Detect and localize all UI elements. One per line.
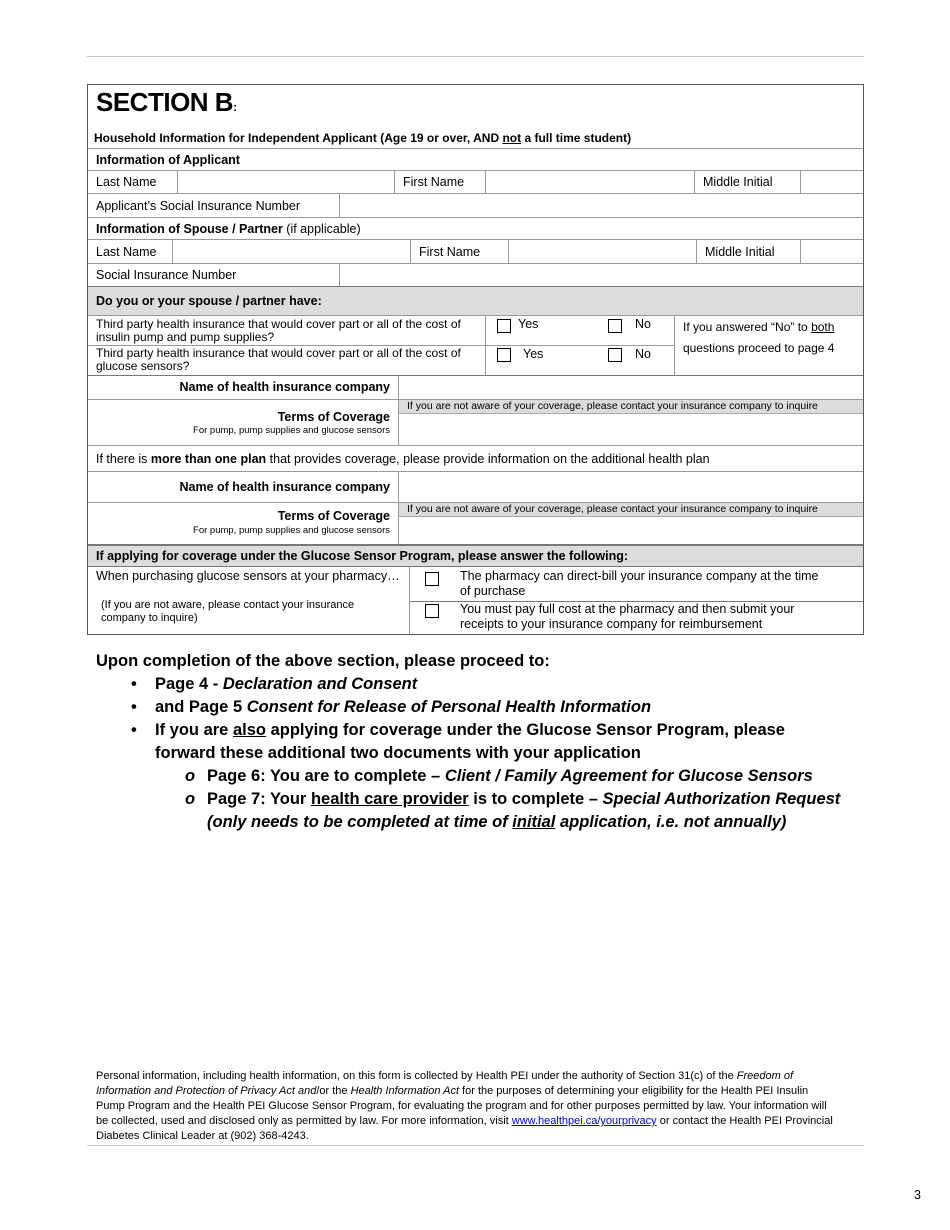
q2-text: Third party health insurance that would cover part or all of the cost of glucose sensors? — [96, 346, 461, 373]
applicant-header-row — [88, 148, 863, 170]
applicant-middle-initial-label: Middle Initial — [703, 175, 773, 189]
sub2-line2 — [207, 813, 786, 831]
multi-plan-pre: If there is — [96, 451, 151, 466]
sub2-mid: is to complete – — [468, 790, 603, 808]
sensor-header: If applying for coverage under the Glucose Sensor Program, please answer the following: — [96, 549, 629, 563]
subtitle-pre: Household Information for Independent Applicant (Age 19 or over, AND — [94, 131, 503, 145]
footer-p3: for the purposes of determining your eligibility for the Health PEI Insulin Pump Program and the Health PEI Glucose Sensor Program, for evaluating the program and for other purposes permitted by law. Your information will be collected, used and disclosed only as permitted by law. For more information, visit — [96, 1085, 827, 1127]
applicant-middle-initial-field[interactable] — [801, 171, 863, 193]
q1-row — [88, 316, 674, 346]
spouse-header-note: (if applicable) — [282, 221, 361, 236]
q1-text: Third party health insurance that would cover part or all of the cost of insulin pump and pump supplies? — [96, 317, 461, 344]
q1-no-label: No — [635, 317, 651, 331]
applicant-header: Information of Applicant — [96, 152, 240, 167]
item3-pre: If you are — [155, 721, 233, 739]
insurer1-terms-sub: For pump, pump supplies and glucose sensors — [193, 425, 390, 436]
sensor-option1 — [410, 567, 863, 602]
insurer1-terms-label: Terms of Coverage — [277, 410, 390, 424]
section-b-form — [87, 84, 864, 635]
sub2-line2-post: application, i.e. not annually) — [555, 813, 787, 831]
insurer1-terms-field[interactable] — [399, 400, 863, 445]
list-item — [131, 719, 845, 765]
footer-p4: or contact the Health PEI Provincial Diabetes Clinical Leader at (902) 368-4243. — [96, 1115, 833, 1142]
insurer2-terms-row — [88, 502, 863, 544]
section-subtitle — [94, 131, 631, 145]
sub1-pre: Page 6: You are to complete – — [207, 767, 445, 785]
item1-pre: Page 4 - — [155, 675, 223, 693]
insurer1-name-row — [88, 375, 863, 399]
divider — [674, 316, 675, 375]
q2-no-label: No — [635, 347, 651, 361]
spouse-middle-initial-label: Middle Initial — [705, 244, 775, 259]
bullet-icon: • — [131, 721, 137, 739]
q1-yes-label: Yes — [518, 317, 539, 331]
spouse-middle-initial-field[interactable] — [801, 240, 863, 263]
sensor-option2-checkbox[interactable] — [425, 604, 439, 618]
sub1-italic: Client / Family Agreement for Glucose Sensors — [444, 767, 813, 785]
sub2-italic: Special Authorization Request — [602, 790, 841, 808]
item3-post: applying for coverage under the Glucose Sensor Program, please forward these additional two documents with your application — [155, 721, 785, 762]
sensor-question-note: (If you are not aware, please contact your insurance company to inquire) — [101, 599, 355, 624]
sub-bullet-icon: o — [185, 790, 196, 808]
spouse-sin-field[interactable] — [340, 264, 863, 286]
section-title-text: SECTION B — [96, 87, 234, 117]
q2-no-checkbox[interactable] — [608, 348, 622, 362]
spouse-header-bold: Information of Spouse / Partner — [96, 221, 283, 236]
privacy-link[interactable]: www.healthpei.ca/yourprivacy — [511, 1115, 657, 1127]
spouse-header-row — [88, 217, 863, 239]
sensor-question-block — [88, 566, 863, 634]
footer-italic2: Health Information Act — [350, 1085, 459, 1097]
privacy-footer — [96, 1069, 836, 1144]
insurer1-name-field[interactable] — [399, 376, 863, 399]
spouse-name-row — [88, 239, 863, 263]
insurer2-terms-label: Terms of Coverage — [277, 509, 390, 523]
page-number: 3 — [914, 1188, 921, 1202]
sub2-line2-underline: initial — [512, 813, 556, 831]
spouse-first-name-label: First Name — [419, 244, 481, 259]
sensor-question: When purchasing glucose sensors at your pharmacy… — [96, 569, 400, 583]
item2-italic: Consent for Release of Personal Health Information — [246, 698, 652, 716]
multi-plan-row — [88, 445, 863, 471]
next-steps — [96, 650, 847, 834]
insurer2-notice: If you are not aware of your coverage, please contact your insurance company to inquire — [399, 503, 863, 517]
sub2-pre: Page 7: Your — [207, 790, 311, 808]
sensor-option1-checkbox[interactable] — [425, 572, 439, 586]
applicant-first-name-label: First Name — [403, 175, 465, 189]
spouse-sin-row — [88, 263, 863, 286]
applicant-sin-label: Applicant’s Social Insurance Number — [96, 198, 301, 213]
coverage-note-both: both — [811, 320, 835, 334]
next-steps-list — [131, 673, 847, 834]
item1-italic: Declaration and Consent — [222, 675, 418, 693]
applicant-last-name-label: Last Name — [96, 175, 157, 189]
insurer1-notice: If you are not aware of your coverage, please contact your insurance company to inquire — [399, 400, 863, 414]
coverage-question: Do you or your spouse / partner have: — [96, 294, 322, 308]
section-title-row — [88, 85, 863, 148]
item2-pre: and Page 5 — [155, 698, 247, 716]
spouse-sin-label: Social Insurance Number — [96, 268, 237, 282]
q1-yes-checkbox[interactable] — [497, 319, 511, 333]
applicant-sin-row — [88, 193, 863, 217]
q2-row — [88, 345, 674, 376]
bullet-icon: • — [131, 698, 137, 716]
top-rule — [87, 56, 864, 57]
q2-yes-checkbox[interactable] — [497, 348, 511, 362]
subtitle-post: a full time student) — [521, 131, 632, 145]
insurer2-terms-field[interactable] — [399, 503, 863, 544]
applicant-name-row — [88, 170, 863, 193]
spouse-first-name-field[interactable] — [509, 240, 696, 263]
section-title-colon: : — [233, 100, 237, 114]
sensor-header-row — [88, 544, 863, 566]
list-item — [185, 765, 847, 788]
multi-plan-bold: more than one plan — [150, 451, 267, 466]
insurer1-name-label: Name of health insurance company — [179, 380, 390, 394]
list-item — [185, 788, 847, 834]
item3-underline: also — [232, 721, 266, 739]
coverage-note — [683, 317, 859, 359]
sub2-underline: health care provider — [310, 790, 469, 808]
spouse-header — [88, 218, 361, 239]
section-title — [96, 87, 237, 118]
coverage-note-pre: If you answered “No” to — [683, 320, 812, 334]
spouse-last-name-field[interactable] — [173, 240, 410, 263]
insurer2-name-field[interactable] — [399, 472, 863, 502]
insurer2-name-row — [88, 471, 863, 502]
sensor-option2 — [410, 602, 863, 634]
list-item — [131, 673, 847, 696]
footer-p2: /or the — [316, 1085, 351, 1097]
footer-p1: Personal information, including health information, on this form is collected by Health PEI under the authority of Section 31(c) of the — [96, 1070, 737, 1082]
sub-bullet-icon: o — [185, 767, 196, 785]
footer-rule — [87, 1145, 864, 1146]
coverage-note-post: questions proceed to page 4 — [683, 341, 835, 355]
applicant-sin-field[interactable] — [340, 194, 863, 217]
subtitle-not: not — [502, 131, 522, 145]
coverage-questions-block — [88, 315, 863, 375]
bullet-icon: • — [131, 675, 137, 693]
q2-yes-label: Yes — [523, 347, 544, 361]
list-item — [131, 696, 847, 719]
coverage-question-row — [88, 286, 863, 315]
insurer1-terms-row — [88, 399, 863, 445]
sensor-option1-text: The pharmacy can direct-bill your insurance company at the time of purchase — [460, 569, 819, 598]
q1-no-checkbox[interactable] — [608, 319, 622, 333]
insurer2-terms-sub: For pump, pump supplies and glucose sensors — [193, 525, 390, 536]
applicant-first-name-field[interactable] — [486, 171, 694, 193]
multi-plan-text — [88, 446, 710, 471]
sub2-line2-pre: (only needs to be completed at time of — [207, 813, 513, 831]
multi-plan-post: that provides coverage, please provide information on the additional health plan — [266, 451, 710, 466]
spouse-last-name-label: Last Name — [96, 244, 157, 259]
applicant-last-name-field[interactable] — [178, 171, 394, 193]
insurer2-name-label: Name of health insurance company — [179, 480, 390, 494]
footer-italic1: Freedom of Information and Protection of Privacy Act and — [96, 1070, 794, 1097]
sensor-option2-text: You must pay full cost at the pharmacy and then submit your receipts to your insurance company for reimbursement — [460, 602, 795, 631]
next-steps-intro: Upon completion of the above section, please proceed to: — [96, 652, 550, 670]
